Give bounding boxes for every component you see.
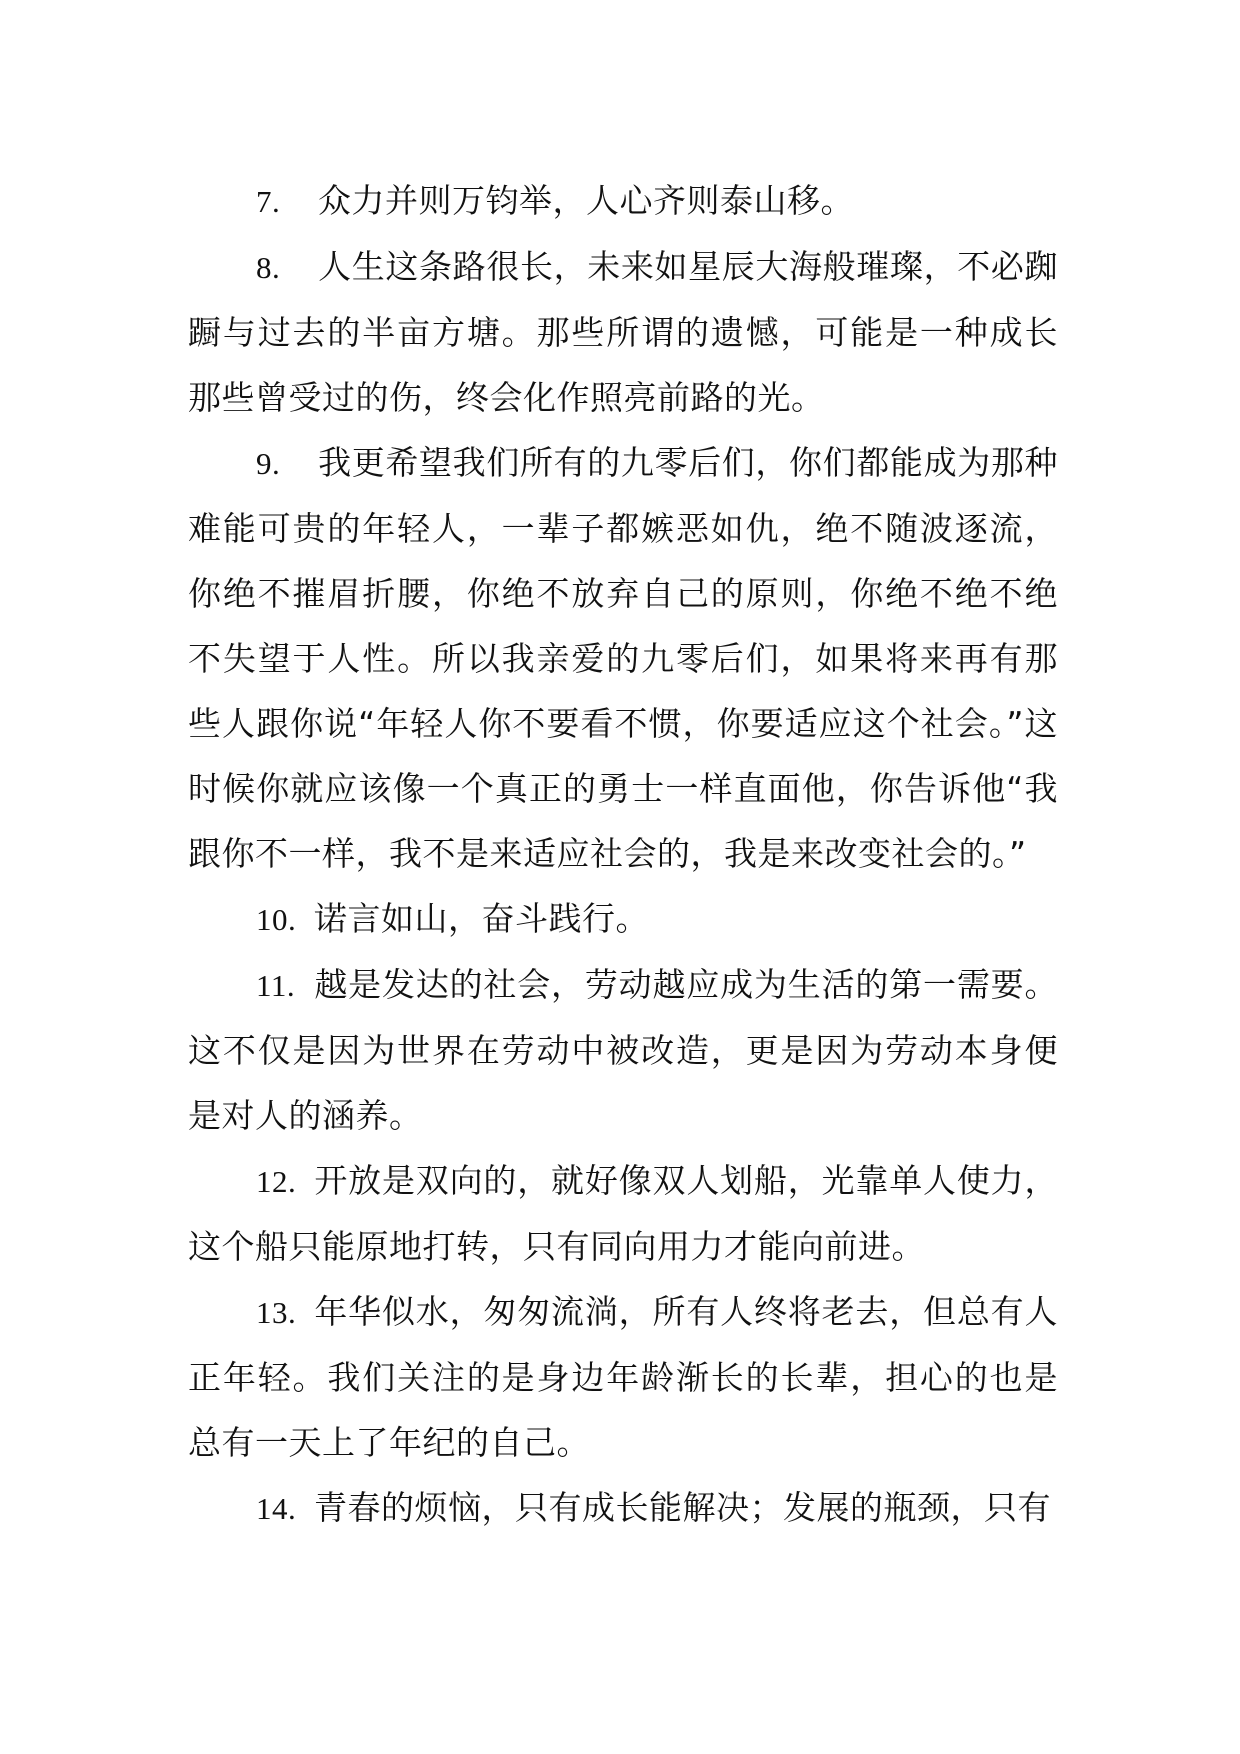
list-item [188, 1475, 1058, 1541]
list-item [188, 234, 1058, 430]
item-number: 9. [256, 446, 281, 481]
item-number: 14. [256, 1491, 297, 1526]
item-text: 越是发达的社会，劳动越应成为生活的第一需要。这不仅是因为世界在劳动中被改造，更是因为劳动本身便是对人的涵养。 [188, 965, 1058, 1135]
item-number: 13. [256, 1295, 297, 1330]
item-text: 年华似水，匆匆流淌，所有人终将老去，但总有人正年轻。我们关注的是身边年龄渐长的长辈，担心的也是总有一天上了年纪的自己。 [188, 1292, 1058, 1462]
list-item [188, 886, 1058, 952]
item-text: 诺言如山，奋斗践行。 [314, 899, 649, 938]
item-text: 青春的烦恼，只有成长能解决；发展的瓶颈，只有 [314, 1488, 1051, 1527]
item-text: 人生这条路很长，未来如星辰大海般璀璨，不必踟蹰与过去的半亩方塘。那些所谓的遗憾，可能是一种成长那些曾受过的伤，终会化作照亮前路的光。 [188, 247, 1058, 417]
list-item [188, 430, 1058, 886]
item-text: 我更希望我们所有的九零后们，你们都能成为那种难能可贵的年轻人，一辈子都嫉恶如仇，绝不随波逐流，你绝不摧眉折腰，你绝不放弃自己的原则，你绝不绝不绝不失望于人性。所以我亲爱的九零后们，如果将来再有那些人跟你说“年轻人你不要看不惯，你要适应这个社会。”这时候你就应该像一个真正的勇士一样直面他，你告诉他“我跟你不一样，我不是来适应社会的，我是来改变社会的。” [188, 443, 1058, 873]
list-item [188, 952, 1058, 1148]
item-number: 7. [256, 184, 281, 219]
item-number: 12. [256, 1164, 297, 1199]
list-item [188, 168, 1058, 234]
list-item [188, 1279, 1058, 1475]
item-number: 10. [256, 902, 297, 937]
item-text: 开放是双向的，就好像双人划船，光靠单人使力，这个船只能原地打转，只有同向用力才能向前进。 [188, 1161, 1058, 1266]
item-number: 11. [256, 968, 296, 1003]
item-number: 8. [256, 250, 281, 285]
document-body [188, 168, 1058, 1541]
list-item [188, 1148, 1058, 1279]
item-text: 众力并则万钧举，人心齐则泰山移。 [318, 181, 854, 220]
